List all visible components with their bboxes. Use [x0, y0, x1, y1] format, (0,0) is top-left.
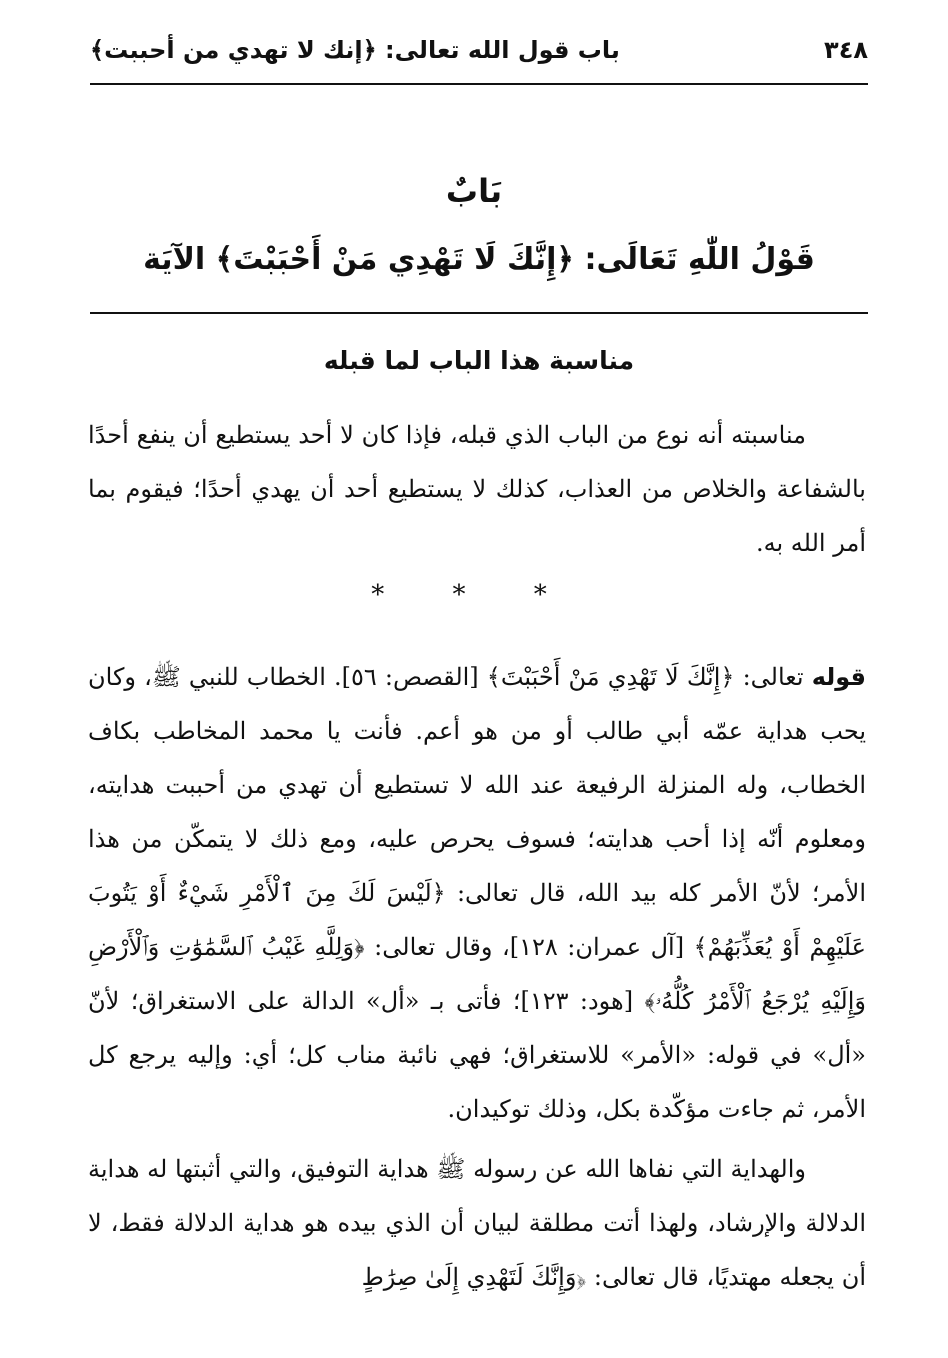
commentary-body: [القصص: ٥٦]. الخطاب للنبي ﷺ، وكان يحب هداية عمّه أبي طالب أو من هو أعم. فأنت يا محمد المخاطب بكاف الخطاب، وله المنزلة الرفيعة عند الله لا تستطيع أن تهدي من أحببت هدايته، ومعلوم أنّه إذا أحب هدايته؛ فسوف يحرص عليه، ومع ذلك لا يتمكّن من هذا الأمر؛ لأنّ الأمر كله بيد الله، قال تعالى: ﴿لَيْسَ لَكَ مِنَ ٱلْأَمْرِ شَيْءٌ أَوْ يَتُوبَ عَلَيْهِمْ أَوْ يُعَذِّبَهُمْ﴾ [آل عمران: ١٢٨]، وقال تعالى: ﴿وَلِلَّهِ غَيْبُ ٱلسَّمَٰوَٰتِ وَٱلْأَرْضِ وَإِلَيْهِ يُرْجَعُ ٱلْأَمْرُ كُلُّهُۥ﴾ [هود: ١٢٣]؛ فأتى بـ «أل» الدالة على الاستغراق؛ لأنّ «أل» في قوله: «الأمر» للاستغراق؛ فهي نائبة مناب كل؛ أي: وإليه يرجع كل الأمر، ثم جاءت مؤكّدة بكل، وذلك توكيدان.	[88, 663, 867, 1123]
commentary-intro: تعالى:	[734, 663, 812, 691]
page-number: ٣٤٨	[824, 36, 868, 64]
commentary-verse: ﴿إِنَّكَ لَا تَهْدِي مَنْ أَحْبَبْتَ﴾	[486, 663, 735, 691]
running-title: باب قول الله تعالى: ﴿إنك لا تهدي من أحببت﴾	[90, 36, 620, 64]
chapter-label: بَابٌ	[445, 172, 503, 210]
running-header	[90, 28, 868, 72]
closing-paragraph: والهداية التي نفاها الله عن رسوله ﷺ هداية التوفيق، والتي أثبتها له هداية الدلالة والإرشاد، ولهذا أتت مطلقة لبيان أن الذي بيده هو هداية الدلالة فقط، لا أن يجعله مهتديًا، قال تعالى: ﴿وَإِنَّكَ لَتَهْدِي إِلَىٰ صِرَٰطٍ	[88, 1155, 866, 1291]
header-rule	[90, 83, 868, 85]
section-heading: مناسبة هذا الباب لما قبله	[323, 346, 635, 375]
asterisk-separator: * * *	[371, 580, 577, 610]
chapter-title: قَوْلُ اللّٰهِ تَعَالَى: ﴿إِنَّكَ لَا تَهْدِي مَنْ أَحْبَبْتَ﴾ الآيَة	[143, 242, 815, 277]
commentary-lead: قوله	[811, 663, 867, 691]
chapter-rule	[90, 312, 868, 314]
section-paragraph: مناسبته أنه نوع من الباب الذي قبله، فإذا كان لا أحد يستطيع أن ينفع أحدًا بالشفاعة والخلاص من العذاب، كذلك لا يستطيع أحد أن يهدي أحدًا؛ فيقوم بما أمر الله به.	[88, 421, 866, 557]
commentary-paragraph	[88, 650, 866, 1136]
